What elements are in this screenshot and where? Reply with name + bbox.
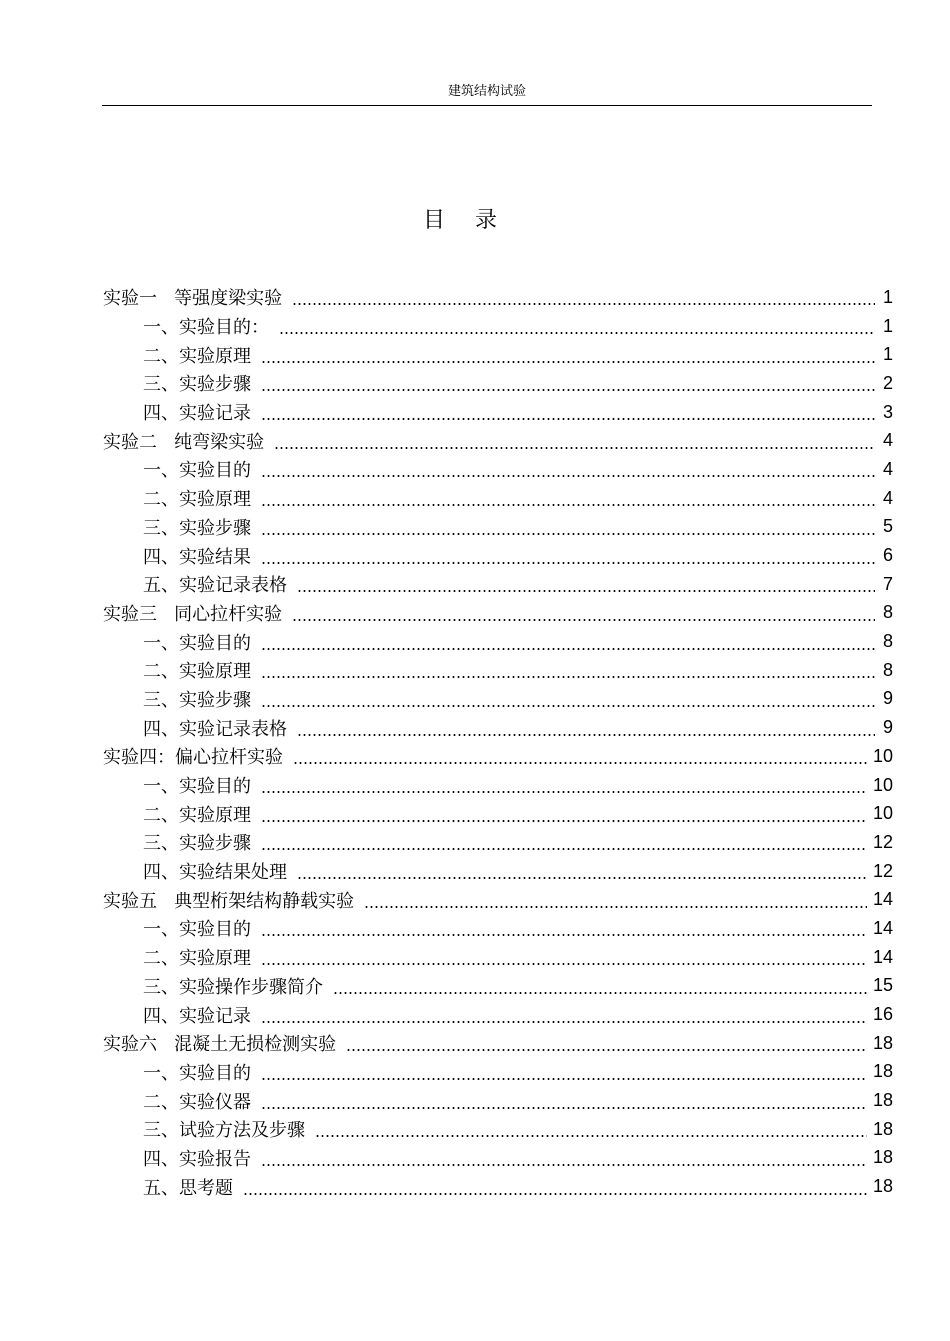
toc-section-entry[interactable] bbox=[103, 1000, 893, 1029]
toc-entry-label: 三、实验操作步骤简介 bbox=[143, 976, 323, 998]
toc-section-entry[interactable] bbox=[103, 914, 893, 943]
toc-chapter-entry[interactable] bbox=[103, 1029, 893, 1058]
toc-section-entry[interactable] bbox=[103, 713, 893, 742]
dot-leader bbox=[315, 1120, 867, 1138]
toc-page-number: 18 bbox=[872, 1032, 893, 1053]
toc-entry-label: 三、试验方法及步骤 bbox=[143, 1120, 305, 1142]
toc-section-entry[interactable] bbox=[103, 369, 893, 398]
dot-leader bbox=[261, 460, 875, 478]
toc-page-number: 8 bbox=[882, 631, 893, 652]
toc-page-number: 18 bbox=[872, 1061, 893, 1082]
dot-leader bbox=[261, 1006, 867, 1024]
toc-section-entry[interactable] bbox=[103, 627, 893, 656]
toc-section-entry[interactable] bbox=[103, 972, 893, 1001]
toc-page-number: 1 bbox=[882, 344, 893, 365]
dot-leader bbox=[243, 1178, 867, 1196]
toc-section-entry[interactable] bbox=[103, 943, 893, 972]
dot-leader bbox=[261, 1092, 867, 1110]
toc-page-number: 7 bbox=[882, 573, 893, 594]
toc-entry-label: 三、实验步骤 bbox=[143, 689, 251, 711]
dot-leader bbox=[364, 891, 867, 909]
toc-entry-label: 三、实验步骤 bbox=[143, 374, 251, 396]
header-title: 建筑结构试验 bbox=[447, 84, 526, 99]
dot-leader bbox=[261, 633, 875, 651]
toc-page-number: 8 bbox=[882, 602, 893, 623]
toc-section-entry[interactable] bbox=[103, 1086, 893, 1115]
toc-page-number: 14 bbox=[872, 917, 893, 938]
dot-leader bbox=[261, 1063, 867, 1081]
toc-page-number: 1 bbox=[882, 286, 893, 307]
toc-title: 目录 bbox=[422, 208, 527, 233]
toc-chapter-entry[interactable] bbox=[103, 885, 893, 914]
toc-entry-label: 四、实验结果处理 bbox=[143, 862, 287, 884]
toc-entry-label: 一、实验目的： bbox=[143, 317, 269, 339]
toc-page-number: 18 bbox=[872, 1176, 893, 1197]
table-of-contents bbox=[103, 283, 893, 1201]
dot-leader bbox=[333, 977, 867, 995]
toc-page-number: 2 bbox=[882, 372, 893, 393]
toc-page-number: 4 bbox=[882, 458, 893, 479]
toc-section-entry[interactable] bbox=[103, 685, 893, 714]
dot-leader bbox=[261, 805, 867, 823]
toc-entry-label: 四、实验记录 bbox=[143, 403, 251, 425]
toc-entry-label: 实验四：偏心拉杆实验 bbox=[103, 747, 283, 769]
toc-entry-label: 实验三 同心拉杆实验 bbox=[103, 603, 283, 625]
toc-page-number: 8 bbox=[882, 659, 893, 680]
dot-leader bbox=[297, 575, 875, 593]
toc-section-entry[interactable] bbox=[103, 1144, 893, 1173]
toc-entry-label: 三、实验步骤 bbox=[143, 833, 251, 855]
toc-page-number: 15 bbox=[872, 975, 893, 996]
toc-section-entry[interactable] bbox=[103, 513, 893, 542]
toc-page-number: 18 bbox=[872, 1090, 893, 1111]
dot-leader bbox=[261, 776, 867, 794]
toc-entry-label: 二、实验原理 bbox=[143, 489, 251, 511]
toc-page-number: 4 bbox=[882, 487, 893, 508]
toc-section-entry[interactable] bbox=[103, 484, 893, 513]
toc-entry-label: 实验二 纯弯梁实验 bbox=[103, 431, 265, 453]
toc-section-entry[interactable] bbox=[103, 1172, 893, 1201]
toc-section-entry[interactable] bbox=[103, 541, 893, 570]
dot-leader bbox=[261, 919, 867, 937]
dot-leader bbox=[261, 948, 867, 966]
dot-leader bbox=[297, 862, 867, 880]
toc-page-number: 3 bbox=[882, 401, 893, 422]
toc-entry-label: 四、实验报告 bbox=[143, 1148, 251, 1170]
toc-entry-label: 四、实验记录 bbox=[143, 1005, 251, 1027]
dot-leader bbox=[297, 719, 875, 737]
toc-chapter-entry[interactable] bbox=[103, 742, 893, 771]
toc-entry-label: 一、实验目的 bbox=[143, 776, 251, 798]
toc-page-number: 14 bbox=[872, 889, 893, 910]
toc-chapter-entry[interactable] bbox=[103, 426, 893, 455]
toc-section-entry[interactable] bbox=[103, 312, 893, 341]
dot-leader bbox=[261, 833, 867, 851]
toc-page-number: 18 bbox=[872, 1118, 893, 1139]
toc-entry-label: 一、实验目的 bbox=[143, 460, 251, 482]
toc-entry-label: 实验五 典型桁架结构静载实验 bbox=[103, 890, 355, 912]
dot-leader bbox=[261, 547, 875, 565]
dot-leader bbox=[261, 1149, 867, 1167]
toc-section-entry[interactable] bbox=[103, 799, 893, 828]
toc-entry-label: 二、实验原理 bbox=[143, 661, 251, 683]
dot-leader bbox=[261, 661, 875, 679]
toc-entry-label: 三、实验步骤 bbox=[143, 517, 251, 539]
toc-page-number: 1 bbox=[882, 315, 893, 336]
dot-leader bbox=[346, 1034, 867, 1052]
toc-page-number: 5 bbox=[882, 516, 893, 537]
dot-leader bbox=[292, 288, 875, 306]
toc-page-number: 4 bbox=[882, 430, 893, 451]
toc-section-entry[interactable] bbox=[103, 857, 893, 886]
dot-leader bbox=[292, 604, 875, 622]
toc-entry-label: 四、实验记录表格 bbox=[143, 718, 287, 740]
toc-page-number: 10 bbox=[872, 745, 893, 766]
dot-leader bbox=[261, 374, 875, 392]
toc-page-number: 18 bbox=[872, 1147, 893, 1168]
toc-entry-label: 四、实验结果 bbox=[143, 546, 251, 568]
toc-page-number: 10 bbox=[872, 774, 893, 795]
toc-entry-label: 二、实验原理 bbox=[143, 804, 251, 826]
toc-section-entry[interactable] bbox=[103, 656, 893, 685]
toc-page-number: 14 bbox=[872, 946, 893, 967]
toc-chapter-entry[interactable] bbox=[103, 283, 893, 312]
dot-leader bbox=[293, 747, 867, 765]
toc-entry-label: 一、实验目的 bbox=[143, 919, 251, 941]
dot-leader bbox=[261, 489, 875, 507]
toc-page-number: 9 bbox=[882, 688, 893, 709]
toc-chapter-entry[interactable] bbox=[103, 599, 893, 628]
toc-entry-label: 二、实验原理 bbox=[143, 345, 251, 367]
toc-section-entry[interactable] bbox=[103, 570, 893, 599]
toc-page-number: 6 bbox=[882, 545, 893, 566]
dot-leader bbox=[261, 346, 875, 364]
toc-section-entry[interactable] bbox=[103, 340, 893, 369]
toc-entry-label: 五、实验记录表格 bbox=[143, 575, 287, 597]
toc-page-number: 16 bbox=[872, 1004, 893, 1025]
toc-section-entry[interactable] bbox=[103, 455, 893, 484]
toc-page-number: 9 bbox=[882, 717, 893, 738]
dot-leader bbox=[274, 432, 875, 450]
toc-page-number: 12 bbox=[872, 831, 893, 852]
toc-entry-label: 一、实验目的 bbox=[143, 1062, 251, 1084]
dot-leader bbox=[279, 317, 875, 335]
toc-entry-label: 实验六 混凝土无损检测实验 bbox=[103, 1034, 337, 1056]
toc-section-entry[interactable] bbox=[103, 398, 893, 427]
toc-entry-label: 二、实验仪器 bbox=[143, 1091, 251, 1113]
toc-section-entry[interactable] bbox=[103, 828, 893, 857]
toc-entry-label: 五、思考题 bbox=[143, 1177, 233, 1199]
dot-leader bbox=[261, 518, 875, 536]
dot-leader bbox=[261, 690, 875, 708]
toc-page-number: 12 bbox=[872, 860, 893, 881]
dot-leader bbox=[261, 403, 875, 421]
toc-section-entry[interactable] bbox=[103, 1058, 893, 1087]
toc-section-entry[interactable] bbox=[103, 1115, 893, 1144]
toc-entry-label: 一、实验目的 bbox=[143, 632, 251, 654]
toc-entry-label: 实验一 等强度梁实验 bbox=[103, 288, 283, 310]
toc-entry-label: 二、实验原理 bbox=[143, 948, 251, 970]
toc-section-entry[interactable] bbox=[103, 771, 893, 800]
toc-page-number: 10 bbox=[872, 803, 893, 824]
page-header bbox=[102, 74, 872, 106]
